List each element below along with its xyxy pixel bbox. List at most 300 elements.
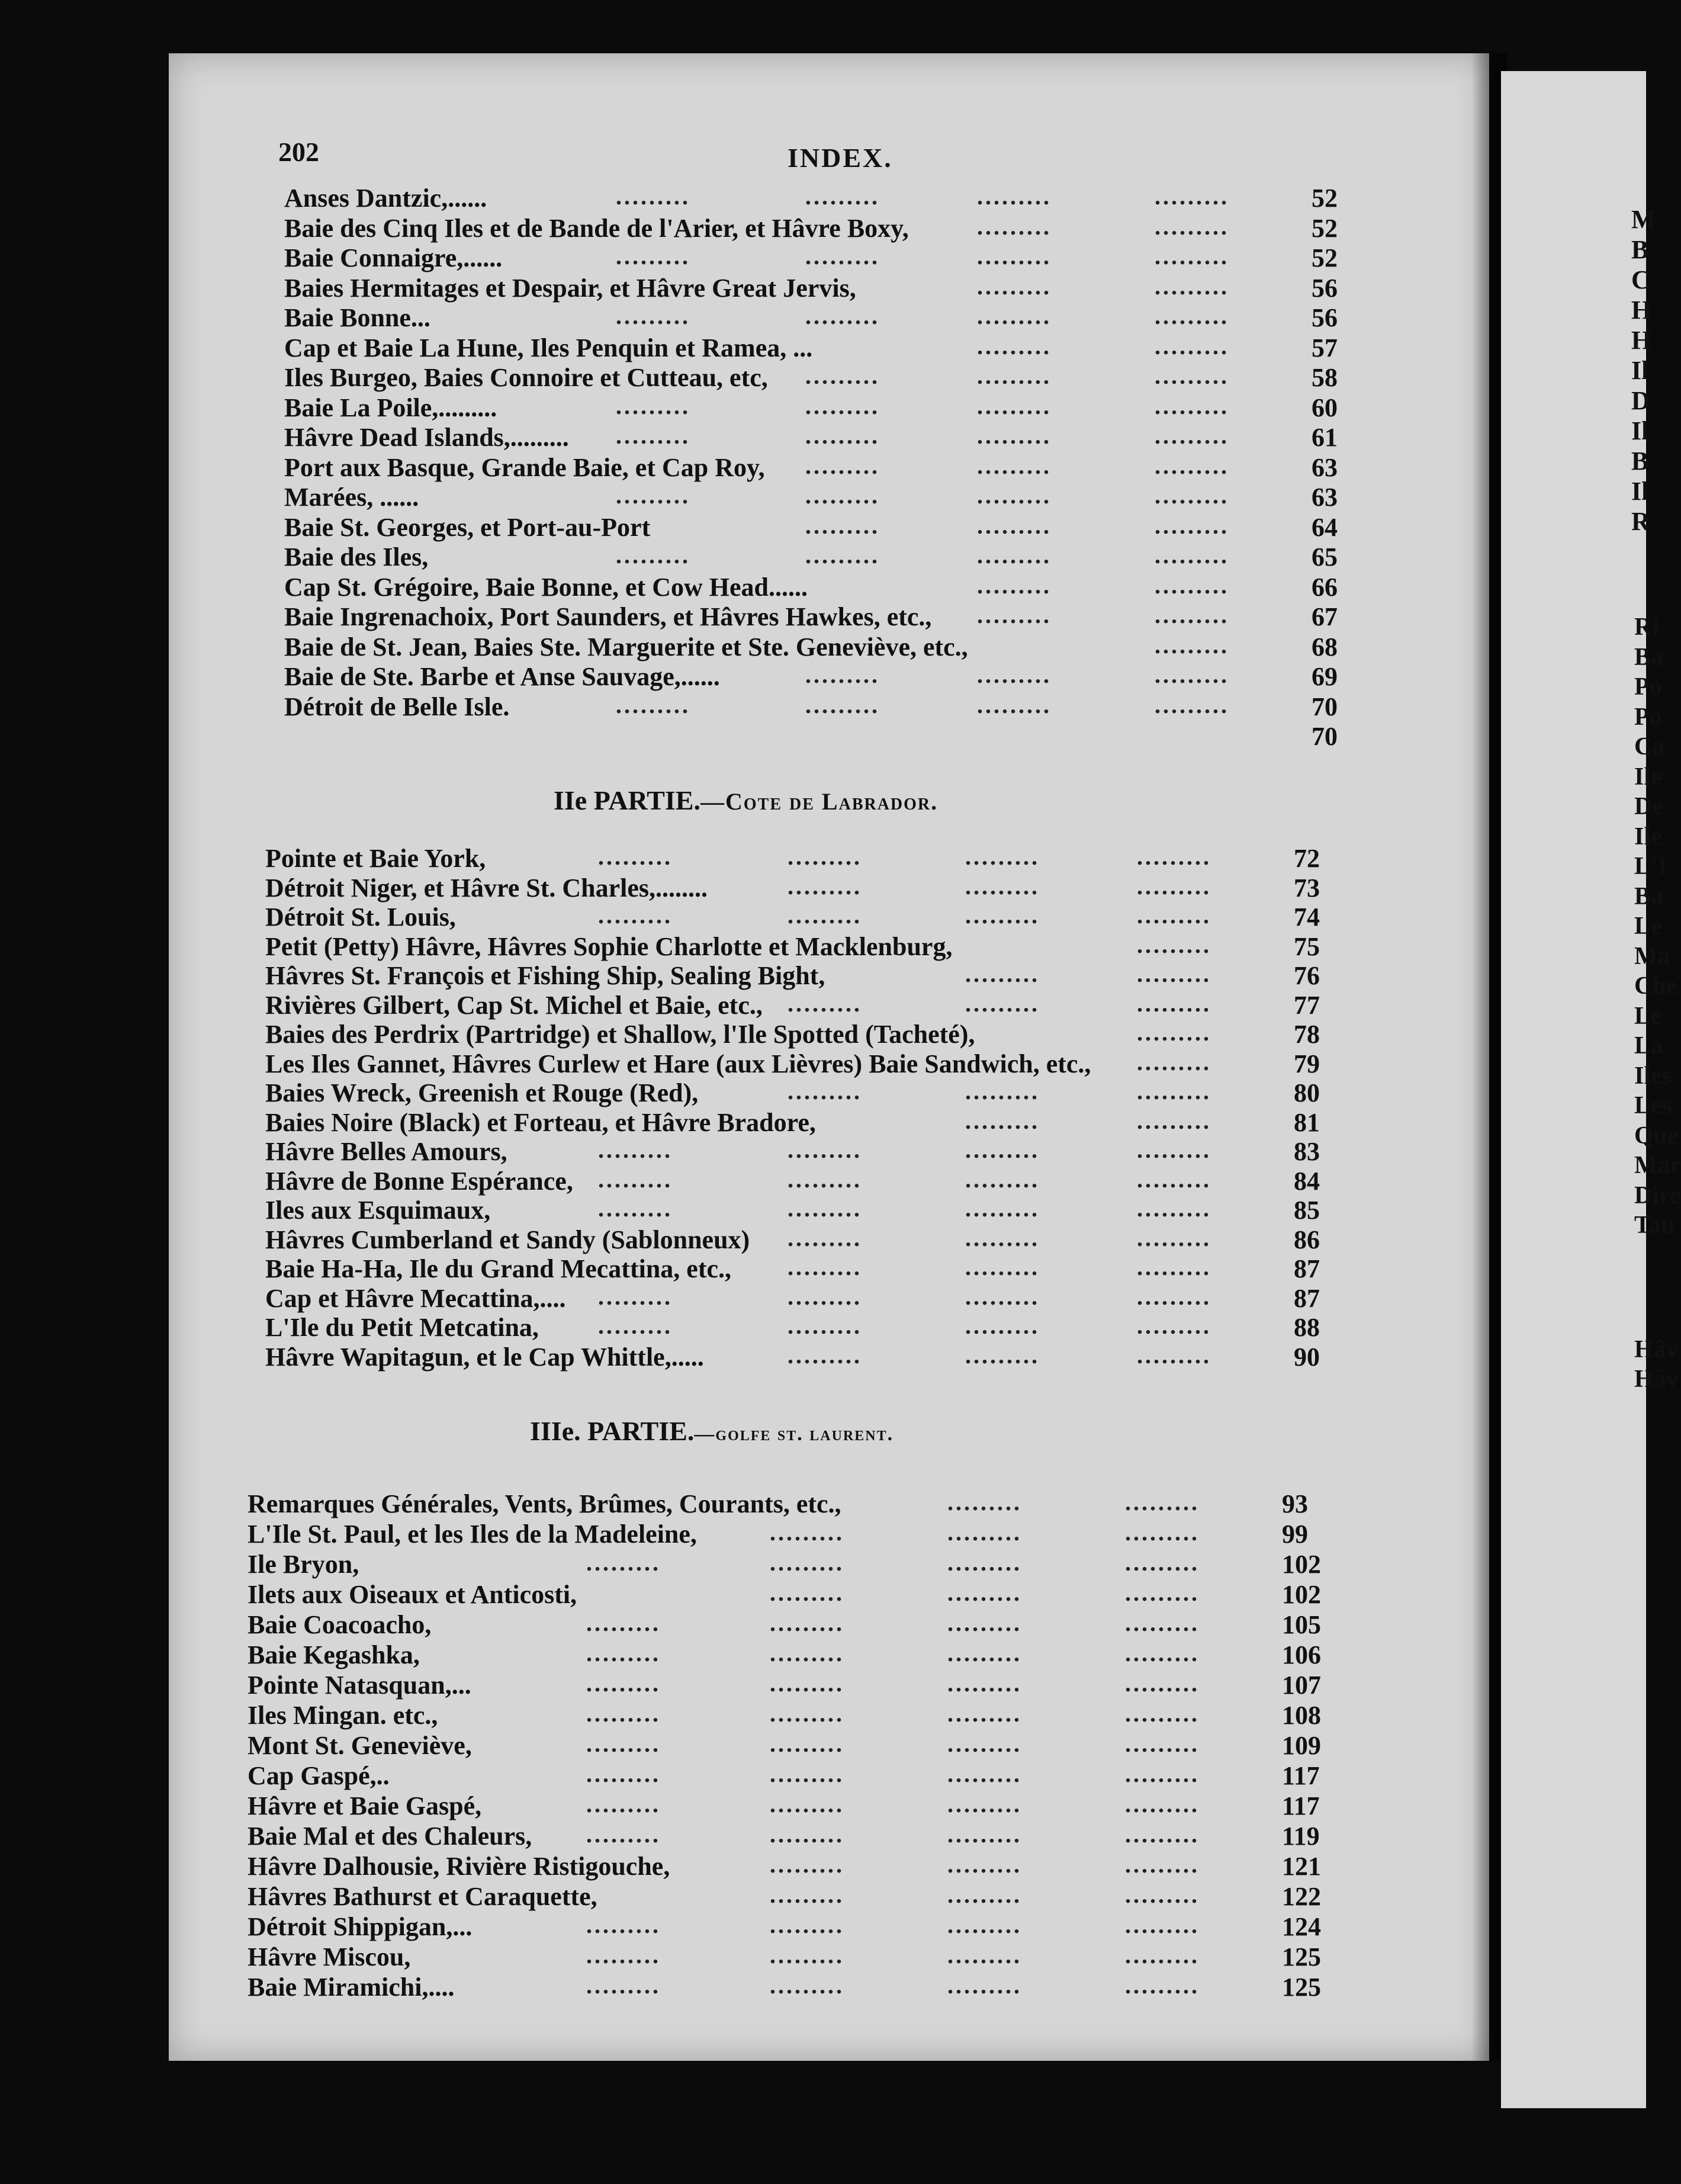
right-page-fragment: Ri	[1634, 614, 1659, 641]
entry-title: Baie Mal et des Chaleurs,	[248, 1822, 532, 1851]
entry-page-number: 70	[1312, 722, 1338, 751]
right-page-fragment: C	[1631, 265, 1650, 294]
dot-leader: .........	[770, 1761, 844, 1787]
dot-leader: .........	[770, 1700, 844, 1727]
index-entry	[0, 1520, 1320, 1550]
dot-leader: .........	[1155, 482, 1229, 509]
dot-leader: .........	[1155, 602, 1229, 628]
dot-leader: .........	[805, 512, 880, 539]
dot-leader: .........	[788, 990, 862, 1017]
entry-title: Rivières Gilbert, Cap St. Michel et Baie, etc.,	[265, 990, 763, 1020]
entry-page-number: 64	[1312, 512, 1338, 542]
dot-leader: .........	[947, 1942, 1022, 1968]
entry-page-number: 87	[1294, 1283, 1320, 1313]
entry-title: Cap et Hâvre Mecattina,....	[265, 1283, 566, 1313]
dot-leader: .........	[965, 1165, 1040, 1193]
entry-page-number: 63	[1312, 452, 1338, 482]
dot-leader: .........	[770, 1972, 844, 1999]
index-entry	[0, 1108, 1320, 1138]
dot-leader: .........	[788, 1283, 862, 1310]
entry-title: Baies Noire (Black) et Forteau, et Hâvre Bradore,	[265, 1107, 816, 1137]
index-entry	[0, 272, 1338, 304]
entry-title: Cap St. Grégoire, Baie Bonne, et Cow Head......	[284, 572, 808, 602]
part3-heading	[530, 1415, 893, 1447]
dot-leader: .........	[977, 213, 1052, 240]
entry-page-number: 117	[1282, 1761, 1320, 1790]
dot-leader: .........	[947, 1881, 1022, 1908]
dot-leader: .........	[586, 1912, 661, 1938]
entry-title: Ilets aux Oiseaux et Anticosti,	[248, 1580, 577, 1609]
dot-leader: .........	[788, 1254, 862, 1280]
dot-leader: .........	[977, 362, 1052, 389]
dot-leader: .........	[1155, 631, 1229, 659]
dot-leader: .........	[965, 1341, 1040, 1369]
entry-page-number: 124	[1282, 1912, 1321, 1941]
dot-leader: .........	[770, 1549, 844, 1576]
dot-leader: .........	[616, 422, 690, 449]
dot-leader: .........	[788, 843, 862, 870]
running-head: INDEX.	[788, 143, 893, 173]
index-entry	[0, 1791, 1320, 1822]
index-entry	[0, 1167, 1320, 1197]
dot-leader: .........	[947, 1670, 1022, 1697]
entry-title: Ile Bryon,	[248, 1550, 359, 1579]
entry-title: Iles Mingan. etc.,	[248, 1701, 438, 1730]
index-entry	[0, 362, 1338, 393]
dot-leader: .........	[1137, 931, 1211, 958]
right-page-fragment: De	[1634, 793, 1663, 820]
dot-leader: .........	[947, 1761, 1022, 1787]
dot-leader: .........	[977, 571, 1052, 599]
right-page-fragment: Ile	[1634, 823, 1662, 850]
right-page-fragment: Le	[1634, 1002, 1662, 1030]
dot-leader: .........	[947, 1549, 1022, 1576]
entry-page-number: 67	[1312, 602, 1338, 631]
entry-title: Baie de Ste. Barbe et Anse Sauvage,......	[284, 662, 720, 691]
entry-title: Détroit Niger, et Hâvre St. Charles,........	[265, 873, 708, 902]
index-entry	[0, 1284, 1320, 1314]
entry-title: Détroit St. Louis,	[265, 902, 456, 932]
dot-leader: .........	[788, 1078, 862, 1104]
dot-leader: .........	[1155, 213, 1229, 240]
dot-leader: .........	[770, 1791, 844, 1817]
dot-leader: .........	[1155, 362, 1229, 389]
entry-page-number: 84	[1294, 1166, 1320, 1196]
dot-leader: .........	[965, 872, 1040, 900]
dot-leader: .........	[805, 542, 880, 569]
entry-page-number: 61	[1312, 423, 1338, 452]
dot-leader: .........	[788, 1224, 862, 1251]
entry-page-number: 73	[1294, 873, 1320, 902]
dot-leader: .........	[1137, 961, 1211, 987]
dot-leader: .........	[1137, 1165, 1211, 1193]
dot-leader: .........	[586, 1942, 661, 1968]
dot-leader: .........	[586, 1549, 661, 1576]
index-entry	[0, 571, 1338, 603]
right-page-fragment: Il	[1631, 477, 1649, 506]
dot-leader: .........	[770, 1579, 844, 1606]
entry-title: Hâvre Miscou,	[248, 1942, 411, 1971]
right-page-fragment: Hâv	[1634, 1366, 1679, 1393]
dot-leader: .........	[965, 1283, 1040, 1310]
entry-title: Iles aux Esquimaux,	[265, 1196, 491, 1225]
entry-page-number: 52	[1312, 213, 1338, 243]
right-page-fragment: Po	[1634, 673, 1662, 701]
dot-leader: .........	[1125, 1579, 1200, 1606]
dot-leader: .........	[977, 272, 1052, 300]
entry-page-number: 75	[1294, 932, 1320, 961]
dot-leader: .........	[788, 1165, 862, 1193]
index-entry	[0, 1313, 1320, 1343]
index-entry	[0, 1342, 1320, 1373]
index-entry	[0, 1671, 1320, 1701]
dot-leader: .........	[586, 1821, 661, 1848]
entry-title: Anses Dantzic,......	[284, 184, 487, 213]
dot-leader: .........	[586, 1791, 661, 1817]
dot-leader: .........	[947, 1821, 1022, 1848]
index-entry	[0, 1489, 1320, 1520]
index-entry	[0, 512, 1338, 543]
dot-leader: .........	[1155, 183, 1229, 210]
index-entry	[0, 542, 1338, 573]
dot-leader: .........	[788, 872, 862, 900]
dot-leader: .........	[1137, 1107, 1211, 1134]
entry-title: Iles Burgeo, Baies Connoire et Cutteau, etc,	[284, 363, 768, 392]
entry-title: Les Iles Gannet, Hâvres Curlew et Hare (aux Lièvres) Baie Sandwich, etc.,	[265, 1049, 1091, 1078]
dot-leader: .........	[965, 1078, 1040, 1104]
dot-leader: .........	[598, 1283, 673, 1310]
dot-leader: .........	[788, 1195, 862, 1222]
entry-title: L'Ile du Petit Metcatina,	[265, 1313, 539, 1342]
dot-leader: .........	[1125, 1942, 1200, 1968]
part2-heading-sub: —Cote de Labrador.	[700, 788, 938, 815]
dot-leader: .........	[598, 1165, 673, 1193]
dot-leader: .........	[770, 1821, 844, 1848]
entry-page-number: 83	[1294, 1137, 1320, 1166]
dot-leader: .........	[1137, 872, 1211, 900]
dot-leader: .........	[770, 1670, 844, 1697]
dot-leader: .........	[1155, 661, 1229, 688]
index-entry	[0, 392, 1338, 423]
dot-leader: .........	[965, 843, 1040, 870]
dot-leader: .........	[616, 183, 690, 210]
entry-page-number: 125	[1282, 1973, 1321, 2002]
entry-page-number: 66	[1312, 572, 1338, 602]
entry-page-number: 65	[1312, 542, 1338, 571]
dot-leader: .........	[1125, 1730, 1200, 1757]
dot-leader: .........	[1137, 1195, 1211, 1222]
dot-leader: .........	[788, 1136, 862, 1163]
entry-title: Baie des Cinq Iles et de Bande de l'Arier, et Hâvre Boxy,	[284, 213, 909, 243]
entry-page-number: 74	[1294, 902, 1320, 932]
entry-title: Baie Bonne...	[284, 303, 430, 332]
dot-leader: .........	[1125, 1761, 1200, 1787]
dot-leader: .........	[1125, 1851, 1200, 1878]
dot-leader: .........	[1155, 452, 1229, 479]
index-entry	[0, 332, 1338, 364]
right-page-fragment: Le	[1634, 913, 1662, 940]
dot-leader: .........	[1137, 902, 1211, 929]
right-page-fragment: Dire	[1634, 1181, 1681, 1209]
dot-leader: .........	[977, 303, 1052, 329]
index-entry	[0, 1973, 1320, 2003]
dot-leader: .........	[1155, 243, 1229, 269]
entry-page-number: 117	[1282, 1791, 1320, 1820]
entry-page-number: 52	[1312, 184, 1338, 213]
entry-title: Hâvres Bathurst et Caraquette,	[248, 1882, 597, 1911]
dot-leader: .........	[770, 1881, 844, 1908]
right-page-fragment: Ma	[1634, 942, 1670, 970]
index-entry	[0, 1049, 1320, 1080]
right-page-fragment: Ba	[1634, 882, 1664, 910]
dot-leader: .........	[947, 1519, 1022, 1546]
index-entry	[0, 1761, 1320, 1791]
index-entry	[0, 183, 1338, 214]
dot-leader: .........	[598, 1136, 673, 1163]
index-entry	[0, 1580, 1320, 1610]
entry-title: Baie Connaigre,......	[284, 243, 503, 272]
index-entry	[0, 873, 1320, 904]
entry-title: Hâvre et Baie Gaspé,	[248, 1791, 482, 1820]
index-entry	[0, 1822, 1320, 1852]
dot-leader: .........	[1137, 990, 1211, 1017]
dot-leader: .........	[1125, 1791, 1200, 1817]
index-entry	[0, 243, 1338, 274]
entry-page-number: 107	[1282, 1671, 1321, 1700]
entry-page-number: 106	[1282, 1640, 1321, 1669]
entry-page-number: 85	[1294, 1196, 1320, 1225]
dot-leader: .........	[805, 422, 880, 449]
index-entry	[0, 422, 1338, 453]
entry-page-number: 90	[1294, 1342, 1320, 1372]
dot-leader: .........	[788, 902, 862, 929]
dot-leader: .........	[1137, 843, 1211, 870]
dot-leader: .........	[586, 1761, 661, 1787]
entry-title: Baie Kegashka,	[248, 1640, 420, 1669]
dot-leader: .........	[1137, 1048, 1211, 1075]
dot-leader: .........	[586, 1700, 661, 1727]
entry-page-number: 56	[1312, 303, 1338, 332]
index-entry	[0, 991, 1320, 1021]
entry-page-number: 99	[1282, 1520, 1308, 1549]
entry-page-number: 58	[1312, 363, 1338, 392]
dot-leader: .........	[1125, 1549, 1200, 1576]
entry-page-number: 121	[1282, 1852, 1321, 1881]
right-page-fragment: L'I	[1634, 853, 1668, 880]
index-entry	[0, 631, 1338, 663]
entry-title: Baie St. Georges, et Port-au-Port	[284, 512, 651, 542]
entry-title: Remarques Générales, Vents, Brûmes, Courants, etc.,	[248, 1489, 841, 1518]
dot-leader: .........	[965, 1195, 1040, 1222]
dot-leader: .........	[1125, 1640, 1200, 1666]
index-entry	[0, 691, 1338, 722]
entry-title: Baie de St. Jean, Baies Ste. Marguerite et Ste. Geneviève, etc.,	[284, 632, 968, 661]
dot-leader: .........	[977, 542, 1052, 569]
dot-leader: .........	[805, 691, 880, 718]
dot-leader: .........	[977, 512, 1052, 539]
right-page-fragment: D	[1631, 386, 1650, 415]
dot-leader: .........	[977, 243, 1052, 269]
dot-leader: .........	[616, 392, 690, 419]
entry-page-number: 68	[1312, 632, 1338, 661]
dot-leader: .........	[1125, 1489, 1200, 1515]
dot-leader: .........	[586, 1610, 661, 1636]
entry-page-number: 88	[1294, 1313, 1320, 1342]
index-entry	[0, 1020, 1320, 1050]
dot-leader: .........	[947, 1851, 1022, 1878]
entry-page-number: 93	[1282, 1489, 1308, 1518]
dot-leader: .........	[805, 362, 880, 389]
dot-leader: .........	[1137, 1341, 1211, 1369]
dot-leader: .........	[598, 843, 673, 870]
entry-page-number: 60	[1312, 393, 1338, 422]
entry-title: Baie Ingrenachoix, Port Saunders, et Hâvres Hawkes, etc.,	[284, 602, 932, 631]
entry-title: Petit (Petty) Hâvre, Hâvres Sophie Charlotte et Macklenburg,	[265, 932, 953, 961]
right-page-fragment: M	[1631, 205, 1656, 234]
entry-title: Baie Ha-Ha, Ile du Grand Mecattina, etc.,	[265, 1254, 732, 1283]
dot-leader: .........	[947, 1700, 1022, 1727]
dot-leader: .........	[1155, 332, 1229, 359]
dot-leader: .........	[1155, 512, 1229, 539]
dot-leader: .........	[977, 392, 1052, 419]
index-entry	[0, 661, 1338, 692]
entry-title: Marées, ......	[284, 483, 419, 512]
dot-leader: .........	[965, 902, 1040, 929]
dot-leader: .........	[977, 602, 1052, 628]
right-page-fragment: Che	[1634, 972, 1677, 1000]
dot-leader: .........	[977, 422, 1052, 449]
index-entry	[0, 1196, 1320, 1226]
dot-leader: .........	[805, 303, 880, 329]
dot-leader: .........	[788, 1312, 862, 1339]
entry-title: Baies Hermitages et Despair, et Hâvre Great Jervis,	[284, 273, 856, 303]
dot-leader: .........	[947, 1579, 1022, 1606]
dot-leader: .........	[1125, 1700, 1200, 1727]
right-page-fragment: Mar	[1634, 1152, 1681, 1179]
dot-leader: .........	[965, 1224, 1040, 1251]
index-entry	[0, 932, 1320, 962]
dot-leader: .........	[965, 990, 1040, 1017]
index-entry	[0, 482, 1338, 513]
entry-page-number: 105	[1282, 1610, 1321, 1639]
entry-page-number: 69	[1312, 662, 1338, 691]
dot-leader: .........	[1155, 303, 1229, 329]
entry-page-number: 78	[1294, 1020, 1320, 1049]
right-page-fragment: R	[1631, 507, 1650, 536]
page-number: 202	[278, 137, 319, 167]
dot-leader: .........	[805, 392, 880, 419]
dot-leader: .........	[1137, 1283, 1211, 1310]
index-entry	[0, 844, 1320, 874]
dot-leader: .........	[770, 1640, 844, 1666]
index-entry	[0, 1942, 1320, 1973]
right-page-fragment: Hâv	[1634, 1336, 1679, 1363]
entry-page-number: 76	[1294, 961, 1320, 990]
dot-leader: .........	[977, 332, 1052, 359]
right-page-fragment: Il	[1631, 416, 1649, 445]
right-page-fragment: Tau	[1634, 1212, 1675, 1239]
entry-page-number: 122	[1282, 1882, 1321, 1911]
entry-title: Pointe Natasquan,...	[248, 1671, 471, 1700]
dot-leader: .........	[616, 243, 690, 269]
entry-title: Baie La Poile,.........	[284, 393, 497, 422]
right-page-fragment: Ile	[1634, 763, 1662, 791]
index-entry	[0, 452, 1338, 483]
dot-leader: .........	[947, 1610, 1022, 1636]
entry-title: Hâvre Dead Islands,.........	[284, 423, 569, 452]
dot-leader: .........	[965, 1312, 1040, 1339]
dot-leader: .........	[1125, 1821, 1200, 1848]
index-entry	[0, 902, 1320, 933]
index-entry	[0, 213, 1338, 244]
entry-page-number: 86	[1294, 1225, 1320, 1254]
dot-leader: .........	[977, 661, 1052, 688]
dot-leader: .........	[1155, 272, 1229, 300]
entry-page-number: 70	[1312, 692, 1338, 721]
entry-page-number: 108	[1282, 1701, 1321, 1730]
dot-leader: .........	[616, 482, 690, 509]
dot-leader: .........	[805, 243, 880, 269]
entry-page-number: 125	[1282, 1942, 1321, 1971]
dot-leader: .........	[1137, 1078, 1211, 1104]
entry-title: L'Ile St. Paul, et les Iles de la Madeleine,	[248, 1520, 697, 1549]
dot-leader: .........	[1155, 542, 1229, 569]
dot-leader: .........	[947, 1791, 1022, 1817]
right-page-fragment: B	[1631, 447, 1649, 476]
dot-leader: .........	[977, 691, 1052, 718]
index-entry	[0, 1912, 1320, 1942]
entry-title: Hâvre Wapitagun, et le Cap Whittle,.....	[265, 1342, 704, 1372]
entry-title: Hâvres St. François et Fishing Ship, Sealing Bight,	[265, 961, 825, 990]
dot-leader: .........	[947, 1912, 1022, 1938]
dot-leader: .........	[1155, 691, 1229, 718]
index-entry	[0, 1254, 1320, 1284]
dot-leader: .........	[965, 961, 1040, 987]
dot-leader: .........	[586, 1730, 661, 1757]
dot-leader: .........	[770, 1912, 844, 1938]
part3-heading-main: IIIe. PARTIE.	[530, 1416, 695, 1446]
entry-title: Cap Gaspé,..	[248, 1761, 390, 1790]
index-entry	[0, 961, 1320, 991]
dot-leader: .........	[770, 1730, 844, 1757]
dot-leader: .........	[770, 1519, 844, 1546]
dot-leader: .........	[805, 661, 880, 688]
dot-leader: .........	[805, 482, 880, 509]
dot-leader: .........	[805, 452, 880, 479]
dot-leader: .........	[586, 1670, 661, 1697]
entry-page-number: 102	[1282, 1580, 1321, 1609]
entry-page-number: 77	[1294, 990, 1320, 1020]
dot-leader: .........	[947, 1972, 1022, 1999]
right-page-fragment: Po	[1634, 703, 1662, 731]
entry-page-number: 119	[1282, 1822, 1320, 1851]
dot-leader: .........	[598, 1195, 673, 1222]
dot-leader: .........	[1137, 1312, 1211, 1339]
entry-page-number: 87	[1294, 1254, 1320, 1283]
dot-leader: .........	[1155, 422, 1229, 449]
index-entry	[0, 1225, 1320, 1255]
dot-leader: .........	[965, 1107, 1040, 1134]
dot-leader: .........	[805, 183, 880, 210]
dot-leader: .........	[788, 1341, 862, 1369]
dot-leader: .........	[947, 1730, 1022, 1757]
entry-title: Détroit Shippigan,...	[248, 1912, 473, 1941]
entry-page-number: 63	[1312, 483, 1338, 512]
dot-leader: .........	[1125, 1881, 1200, 1908]
right-page-fragment: Iles	[1634, 1062, 1672, 1090]
right-page-fragment: Les	[1634, 1092, 1672, 1119]
dot-leader: .........	[770, 1610, 844, 1636]
